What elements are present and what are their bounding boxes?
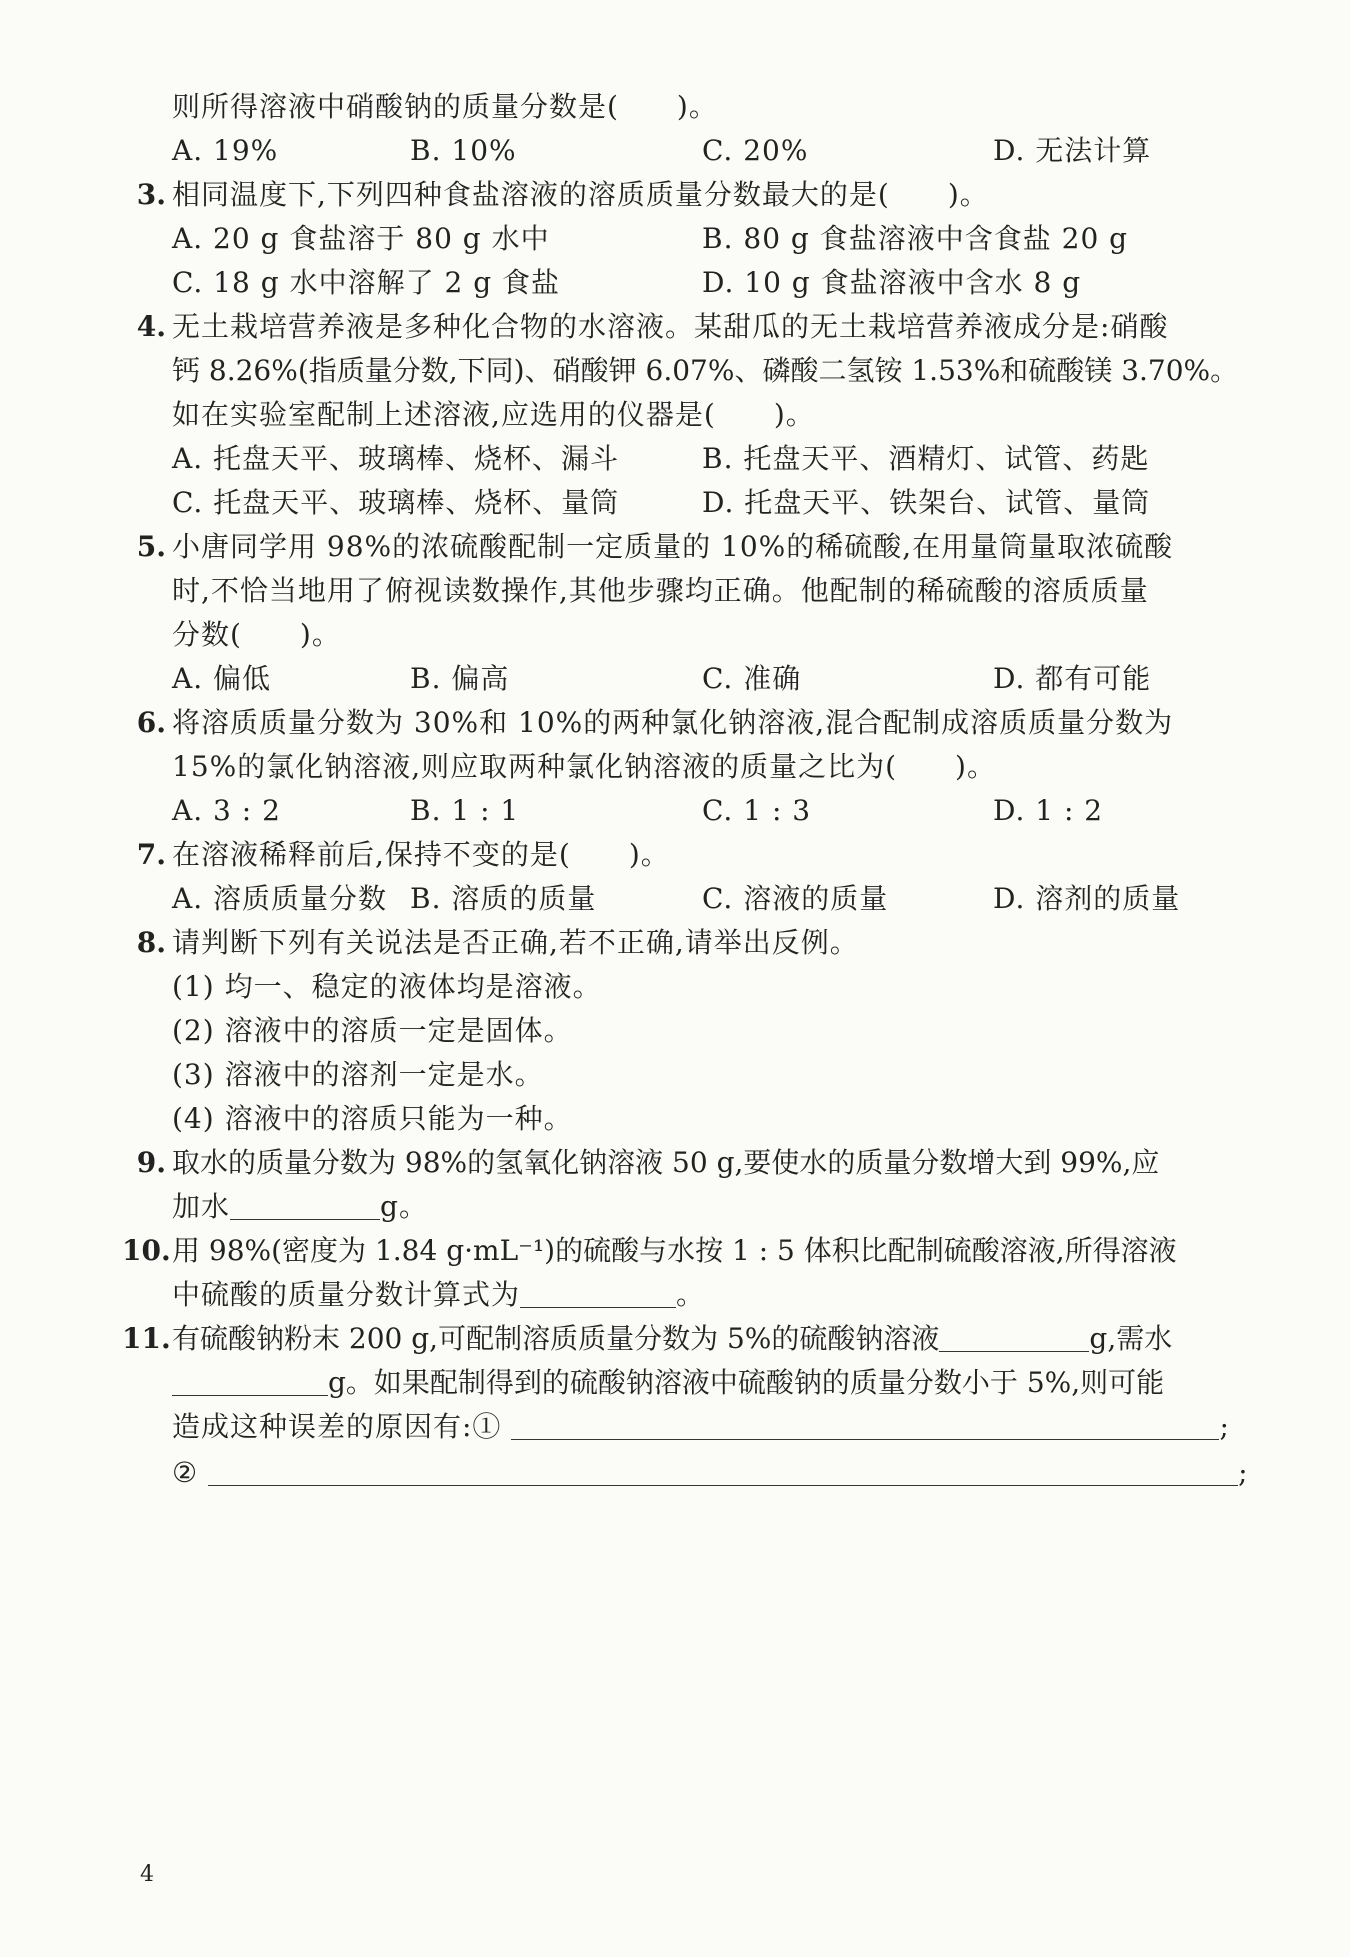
q4-stem-line-2: 钙 8.26%(指质量分数,下同)、硝酸钾 6.07%、磷酸二氢铵 1.53%和硫酸镁 3.70%。 — [172, 354, 1239, 387]
q7-number: 7. — [136, 838, 166, 871]
q3-stem: 相同温度下,下列四种食盐溶液的溶质质量分数最大的是( )。 — [172, 178, 989, 211]
q5-option-d: D. 都有可能 — [993, 662, 1152, 695]
q9-number: 9. — [136, 1146, 166, 1179]
q9-stem-line-2 — [172, 1187, 428, 1227]
q11-line2-suffix: g。如果配制得到的硫酸钠溶液中硫酸钠的质量分数小于 5%,则可能 — [328, 1366, 1165, 1399]
q7-option-a: A. 溶质质量分数 — [172, 882, 388, 915]
q11-number: 11. — [122, 1322, 171, 1355]
q10-line2-suffix: 。 — [676, 1278, 706, 1311]
q11-stem-line-2 — [172, 1363, 1164, 1403]
q6-option-b: B. 1 : 1 — [410, 794, 520, 827]
q6-option-a: A. 3 : 2 — [172, 794, 281, 827]
q2-option-a: A. 19% — [172, 134, 279, 167]
q4-option-a: A. 托盘天平、玻璃棒、烧杯、漏斗 — [172, 442, 620, 475]
q8-item-4: (4) 溶液中的溶质只能为一种。 — [172, 1102, 573, 1135]
q8-stem: 请判断下列有关说法是否正确,若不正确,请举出反例。 — [172, 926, 859, 959]
q7-option-d: D. 溶剂的质量 — [993, 882, 1181, 915]
q3-number: 3. — [136, 178, 166, 211]
q6-stem-line-2: 15%的氯化钠溶液,则应取两种氯化钠溶液的质量之比为( )。 — [172, 750, 996, 783]
q4-option-b: B. 托盘天平、酒精灯、试管、药匙 — [702, 442, 1150, 475]
q5-stem-line-3: 分数( )。 — [172, 618, 341, 651]
q9-line2-suffix: g。 — [380, 1190, 428, 1223]
q5-stem-line-1: 小唐同学用 98%的浓硫酸配制一定质量的 10%的稀硫酸,在用量筒量取浓硫酸 — [172, 530, 1174, 563]
q8-item-2: (2) 溶液中的溶质一定是固体。 — [172, 1014, 573, 1047]
q6-number: 6. — [136, 706, 166, 739]
q5-number: 5. — [136, 530, 166, 563]
q6-option-c: C. 1 : 3 — [702, 794, 812, 827]
q10-answer-blank[interactable] — [520, 1277, 676, 1308]
q9-stem-line-1: 取水的质量分数为 98%的氢氧化钠溶液 50 g,要使水的质量分数增大到 99%,应 — [172, 1146, 1160, 1179]
q8-number: 8. — [136, 926, 166, 959]
q10-stem-line-2 — [172, 1275, 705, 1315]
q4-option-d: D. 托盘天平、铁架台、试管、量筒 — [702, 486, 1151, 519]
q7-stem: 在溶液稀释前后,保持不变的是( )。 — [172, 838, 670, 871]
q11-answer-blank-1[interactable] — [939, 1321, 1089, 1352]
q5-stem-line-2: 时,不恰当地用了俯视读数操作,其他步骤均正确。他配制的稀硫酸的溶质质量 — [172, 574, 1149, 607]
q7-option-b: B. 溶质的质量 — [410, 882, 597, 915]
q9-answer-blank[interactable] — [230, 1189, 380, 1220]
q10-line2-prefix: 中硫酸的质量分数计算式为 — [172, 1278, 521, 1311]
q11-stem-line-3 — [172, 1407, 1230, 1447]
q11-answer-blank-2[interactable] — [172, 1365, 328, 1396]
q7-option-c: C. 溶液的质量 — [702, 882, 889, 915]
q2-option-d: D. 无法计算 — [993, 134, 1152, 167]
q11-reason-2-blank[interactable] — [208, 1455, 1238, 1486]
q8-item-3: (3) 溶液中的溶剂一定是水。 — [172, 1058, 544, 1091]
q4-number: 4. — [136, 310, 166, 343]
q3-option-c: C. 18 g 水中溶解了 2 g 食盐 — [172, 266, 561, 299]
q10-number: 10. — [122, 1234, 171, 1267]
q11-line1-prefix: 有硫酸钠粉末 200 g,可配制溶质质量分数为 5%的硫酸钠溶液 — [172, 1322, 940, 1355]
q11-stem-line-4 — [172, 1453, 1249, 1493]
q11-reason-1-blank[interactable] — [511, 1409, 1219, 1440]
q11-line4-prefix: ② — [172, 1456, 199, 1489]
q3-option-d: D. 10 g 食盐溶液中含水 8 g — [702, 266, 1082, 299]
q3-option-a: A. 20 g 食盐溶于 80 g 水中 — [172, 222, 550, 255]
q2-option-c: C. 20% — [702, 134, 809, 167]
q8-item-1: (1) 均一、稳定的液体均是溶液。 — [172, 970, 602, 1003]
q4-stem-line-1: 无土栽培营养液是多种化合物的水溶液。某甜瓜的无土栽培营养液成分是:硝酸 — [172, 310, 1169, 343]
q11-line4-suffix: ; — [1238, 1456, 1249, 1489]
page-number: 4 — [140, 1862, 154, 1887]
q11-stem-line-1 — [172, 1319, 1172, 1359]
q5-option-b: B. 偏高 — [410, 662, 510, 695]
q6-stem-line-1: 将溶质质量分数为 30%和 10%的两种氯化钠溶液,混合配制成溶质质量分数为 — [172, 706, 1174, 739]
q4-option-c: C. 托盘天平、玻璃棒、烧杯、量筒 — [172, 486, 620, 519]
q5-option-c: C. 准确 — [702, 662, 802, 695]
q11-line3-suffix: ; — [1219, 1410, 1230, 1443]
q11-line1-suffix: g,需水 — [1089, 1322, 1173, 1355]
q10-stem-line-1: 用 98%(密度为 1.84 g·mL⁻¹)的硫酸与水按 1 : 5 体积比配制硫酸溶液,所得溶液 — [172, 1234, 1177, 1267]
q2-option-b: B. 10% — [410, 134, 517, 167]
q3-option-b: B. 80 g 食盐溶液中含食盐 20 g — [702, 222, 1129, 255]
q11-line3-prefix: 造成这种误差的原因有:① — [172, 1410, 502, 1443]
q5-option-a: A. 偏低 — [172, 662, 272, 695]
q6-option-d: D. 1 : 2 — [993, 794, 1104, 827]
q9-line2-prefix: 加水 — [172, 1190, 231, 1223]
q2-stem-continuation: 则所得溶液中硝酸钠的质量分数是( )。 — [172, 90, 718, 123]
q4-stem-line-3: 如在实验室配制上述溶液,应选用的仪器是( )。 — [172, 398, 815, 431]
